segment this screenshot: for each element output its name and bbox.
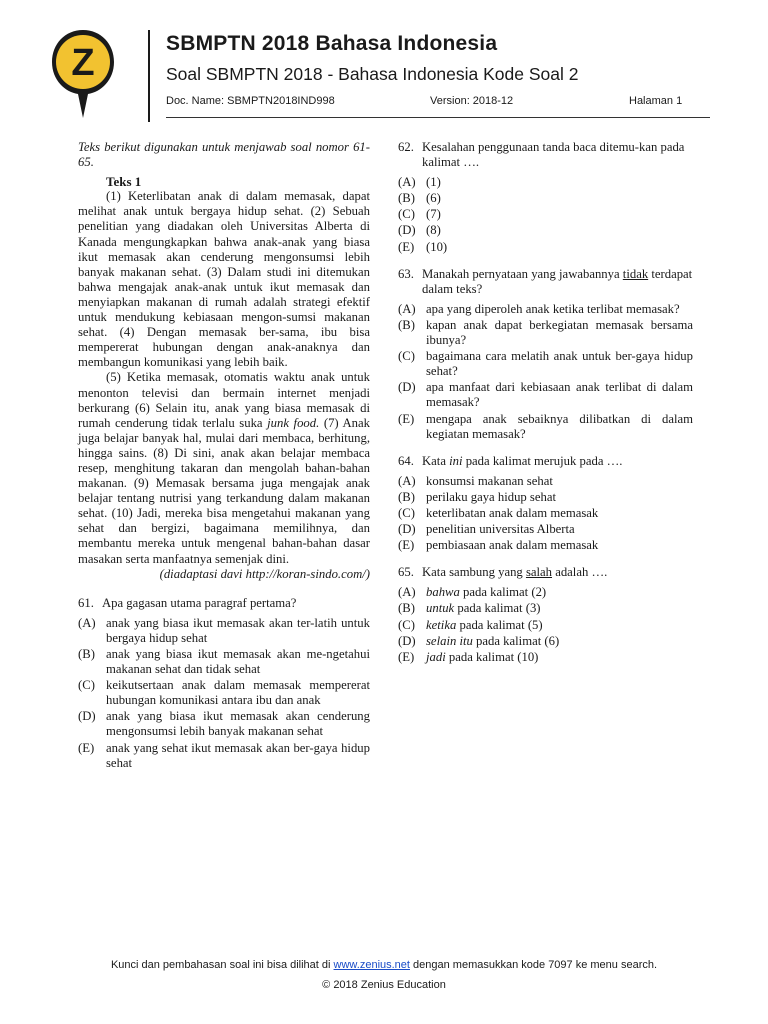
option-62-b[interactable] xyxy=(398,191,693,206)
option-64-a[interactable] xyxy=(398,474,693,489)
junk-food-term: junk food. xyxy=(267,415,320,430)
option-label: (C) xyxy=(398,505,415,520)
question-61-options xyxy=(78,616,370,771)
question-number: 62. xyxy=(398,140,414,154)
question-number: 63. xyxy=(398,266,414,281)
question-text-a: Kata sambung yang xyxy=(422,565,523,580)
right-column xyxy=(398,140,693,677)
option-61-a[interactable] xyxy=(78,616,370,646)
question-61 xyxy=(78,596,370,611)
doc-name: Doc. Name: SBMPTN2018IND998 xyxy=(166,95,335,107)
question-text xyxy=(422,267,693,297)
option-text xyxy=(426,618,693,633)
option-label: (D) xyxy=(398,380,416,395)
question-text: Apa gagasan utama paragraf pertama? xyxy=(102,595,297,610)
question-62-options xyxy=(398,175,693,254)
option-65-e[interactable] xyxy=(398,650,693,665)
footer-note xyxy=(0,959,768,971)
option-label: (C) xyxy=(398,617,415,632)
option-61-c[interactable] xyxy=(78,678,370,708)
question-text-b: pada kalimat merujuk pada …. xyxy=(465,453,623,468)
option-label: (C) xyxy=(398,349,415,364)
option-label: (E) xyxy=(78,740,95,755)
option-label: (E) xyxy=(398,649,415,664)
page-subtitle: Soal SBMPTN 2018 - Bahasa Indonesia Kode Soal 2 xyxy=(166,64,579,84)
option-label: (A) xyxy=(398,175,416,190)
option-label: (E) xyxy=(398,538,415,553)
option-text xyxy=(426,601,693,616)
question-text xyxy=(422,565,693,580)
option-62-c[interactable] xyxy=(398,207,693,222)
option-text xyxy=(426,650,693,665)
question-text-b: adalah …. xyxy=(555,565,608,580)
conjunction-word: ketika xyxy=(426,617,457,632)
option-text: bagaimana cara melatih anak untuk ber-gaya hidup sehat? xyxy=(426,349,693,379)
option-label: (D) xyxy=(78,709,96,724)
option-label: (A) xyxy=(398,473,416,488)
question-number: 65. xyxy=(398,565,414,580)
page-title: SBMPTN 2018 Bahasa Indonesia xyxy=(166,32,498,55)
question-text-b: terdapat dalam teks? xyxy=(422,266,693,296)
passage-source: (diadaptasi davi http://koran-sindo.com/) xyxy=(159,566,370,581)
question-64-options xyxy=(398,474,693,553)
paragraph-2-text-b: (7) Anak juga belajar banyak hal, mulai dari membaca, berhitung, hingga sains. (8) Di sini, anak akan belajar membaca resep, menghitung takaran dan mengolah bahan-bahan makanan. (9) Memasak bersama juga mengajak anak belajar tentang nutrisi yang terkandung dalam makanan sehat. (10) Jadi, mereka bisa mengetahui makanan yang sehat dan bergizi, bagaimana memilihnya, dan membantu mereka untuk mengenal bahan-bahan dasar masakan serta manfaatnya semenjak dini. xyxy=(78,415,371,566)
option-label: (D) xyxy=(398,633,416,648)
option-64-c[interactable] xyxy=(398,506,693,521)
option-label: (C) xyxy=(78,678,95,693)
option-63-e[interactable] xyxy=(398,412,693,442)
left-column xyxy=(78,140,370,783)
question-number: 61. xyxy=(78,595,94,610)
option-text: (1) xyxy=(426,175,441,190)
logo-letter: Z xyxy=(71,42,95,84)
question-64 xyxy=(398,454,693,469)
option-label: (A) xyxy=(78,615,96,630)
option-63-b[interactable] xyxy=(398,318,693,348)
passage-title: Teks 1 xyxy=(106,174,142,190)
option-text: keikutsertaan anak dalam memasak mempererat hubungan komunikasi antara ibu dan anak xyxy=(106,678,370,708)
option-label: (A) xyxy=(398,301,416,316)
header-rule xyxy=(166,117,710,118)
option-text: pembiasaan anak dalam memasak xyxy=(426,538,599,553)
zenius-logo-icon xyxy=(50,28,116,120)
option-rest: pada kalimat (2) xyxy=(463,585,547,600)
zenius-logo xyxy=(50,28,116,120)
option-text: kapan anak dapat berkegiatan memasak bersama ibunya? xyxy=(426,317,693,348)
option-63-c[interactable] xyxy=(398,349,693,379)
option-rest: pada kalimat (3) xyxy=(457,601,541,616)
conjunction-word: selain itu xyxy=(426,633,473,648)
footer-text-b: dengan memasukkan kode 7097 ke menu search. xyxy=(413,959,658,971)
option-64-b[interactable] xyxy=(398,490,693,505)
option-text: anak yang sehat ikut memasak akan ber-gaya hidup sehat xyxy=(106,740,370,770)
option-rest: pada kalimat (10) xyxy=(448,649,539,664)
option-label: (D) xyxy=(398,522,416,537)
option-text: perilaku gaya hidup sehat xyxy=(426,489,557,504)
option-62-d[interactable] xyxy=(398,223,693,238)
option-text: keterlibatan anak dalam memasak xyxy=(426,505,599,520)
question-text-a: Kata xyxy=(422,453,446,468)
option-text xyxy=(426,634,693,649)
question-65 xyxy=(398,565,693,580)
option-label: (D) xyxy=(398,223,416,238)
option-62-e[interactable] xyxy=(398,240,693,255)
option-text: konsumsi makanan sehat xyxy=(426,473,553,488)
option-text: apa yang diperoleh anak ketika terlibat memasak? xyxy=(426,301,680,316)
option-text: penelitian universitas Alberta xyxy=(426,522,575,537)
option-text: (10) xyxy=(426,239,448,254)
option-text xyxy=(426,585,693,600)
conjunction-word: jadi xyxy=(426,649,446,664)
option-text: mengapa anak sebaiknya dilibatkan di dalam kegiatan memasak? xyxy=(426,411,693,441)
paragraph-2-text-a: (5) Ketika memasak, otomatis waktu anak untuk menonton televisi dan bermain internet menjadi berkurang (6) Selain itu, anak yang biasa memasak di rumah cenderung tidak terlalu suka xyxy=(78,370,370,430)
option-text: anak yang biasa ikut memasak akan me-ngetahui makanan sehat dan tidak sehat xyxy=(106,647,370,677)
option-text: apa manfaat dari kebiasaan anak terlibat di dalam memasak? xyxy=(426,380,693,410)
underlined-word: tidak xyxy=(622,266,649,281)
footer-copyright: © 2018 Zenius Education xyxy=(322,979,446,991)
option-65-d[interactable] xyxy=(398,634,693,649)
option-text: (8) xyxy=(426,223,441,238)
option-label: (E) xyxy=(398,411,415,426)
italic-word: ini xyxy=(449,453,463,468)
option-text: anak yang biasa ikut memasak akan ter-latih untuk bergaya hidup sehat xyxy=(106,615,370,645)
option-63-d[interactable] xyxy=(398,380,693,410)
option-rest: pada kalimat (6) xyxy=(476,633,560,648)
question-number: 64. xyxy=(398,453,414,468)
question-text: Kesalahan penggunaan tanda baca ditemu-kan pada kalimat …. xyxy=(422,140,685,170)
option-label: (B) xyxy=(398,489,415,504)
page-number: Halaman 1 xyxy=(629,95,683,107)
option-62-a[interactable] xyxy=(398,175,693,190)
option-rest: pada kalimat (5) xyxy=(459,617,543,632)
option-65-b[interactable] xyxy=(398,601,693,616)
question-text-a: Manakah pernyataan yang jawabannya xyxy=(422,266,620,281)
passage-intro: Teks berikut digunakan untuk menjawab soal nomor 61-65. xyxy=(78,140,370,170)
option-text: anak yang biasa ikut memasak akan cenderung mengonsumsi lebih banyak makanan sehat xyxy=(106,709,370,739)
header-divider xyxy=(148,30,150,122)
option-65-c[interactable] xyxy=(398,618,693,633)
passage-paragraph-1: (1) Keterlibatan anak di dalam memasak, dapat melihat anak untuk bergaya hidup sehat. (2) Sebuah penelitian yang diadakan oleh Universitas Alberta di Kanada mengungkapkan bahwa anak-anak yang biasa ikut memasak akan cenderung mengonsumsi lebih banyak makanan sehat. (3) Dalam studi ini ditemukan bahwa mengajak anak-anak untuk ikut memasak dan menyiapkan makanan di rumah adalah strategi efektif untuk mendukung kebiasaan mengon-sumsi makanan sehat. (4) Dengan memasak ber-sama, ibu bisa mempererat hubungan dengan anak-anaknya dan membangun komunikasi yang lebih baik. xyxy=(78,189,370,370)
option-label: (B) xyxy=(398,317,415,332)
conjunction-word: untuk xyxy=(426,601,455,616)
passage-paragraph-2 xyxy=(78,370,370,566)
option-61-d[interactable] xyxy=(78,709,370,739)
option-label: (A) xyxy=(398,585,416,600)
option-63-a[interactable] xyxy=(398,302,693,317)
question-text xyxy=(422,454,693,469)
option-65-a[interactable] xyxy=(398,585,693,600)
option-label: (B) xyxy=(78,647,95,661)
doc-version: Version: 2018-12 xyxy=(430,95,514,107)
conjunction-word: bahwa xyxy=(426,585,460,600)
zenius-link[interactable]: www.zenius.net xyxy=(333,959,410,971)
option-label: (E) xyxy=(398,239,415,254)
option-label: (C) xyxy=(398,207,415,222)
option-61-b[interactable] xyxy=(78,647,370,677)
question-62 xyxy=(398,140,693,170)
option-64-d[interactable] xyxy=(398,522,693,537)
option-61-e[interactable] xyxy=(78,741,370,771)
underlined-word: salah xyxy=(525,565,553,580)
question-63-options xyxy=(398,302,693,442)
option-label: (B) xyxy=(398,601,415,616)
option-text: (6) xyxy=(426,191,441,206)
option-label: (B) xyxy=(398,191,415,206)
question-65-options xyxy=(398,585,693,664)
question-63 xyxy=(398,267,693,297)
footer-text-a: Kunci dan pembahasan soal ini bisa dilihat di xyxy=(110,959,331,971)
option-text: (7) xyxy=(426,207,441,222)
option-64-e[interactable] xyxy=(398,538,693,553)
